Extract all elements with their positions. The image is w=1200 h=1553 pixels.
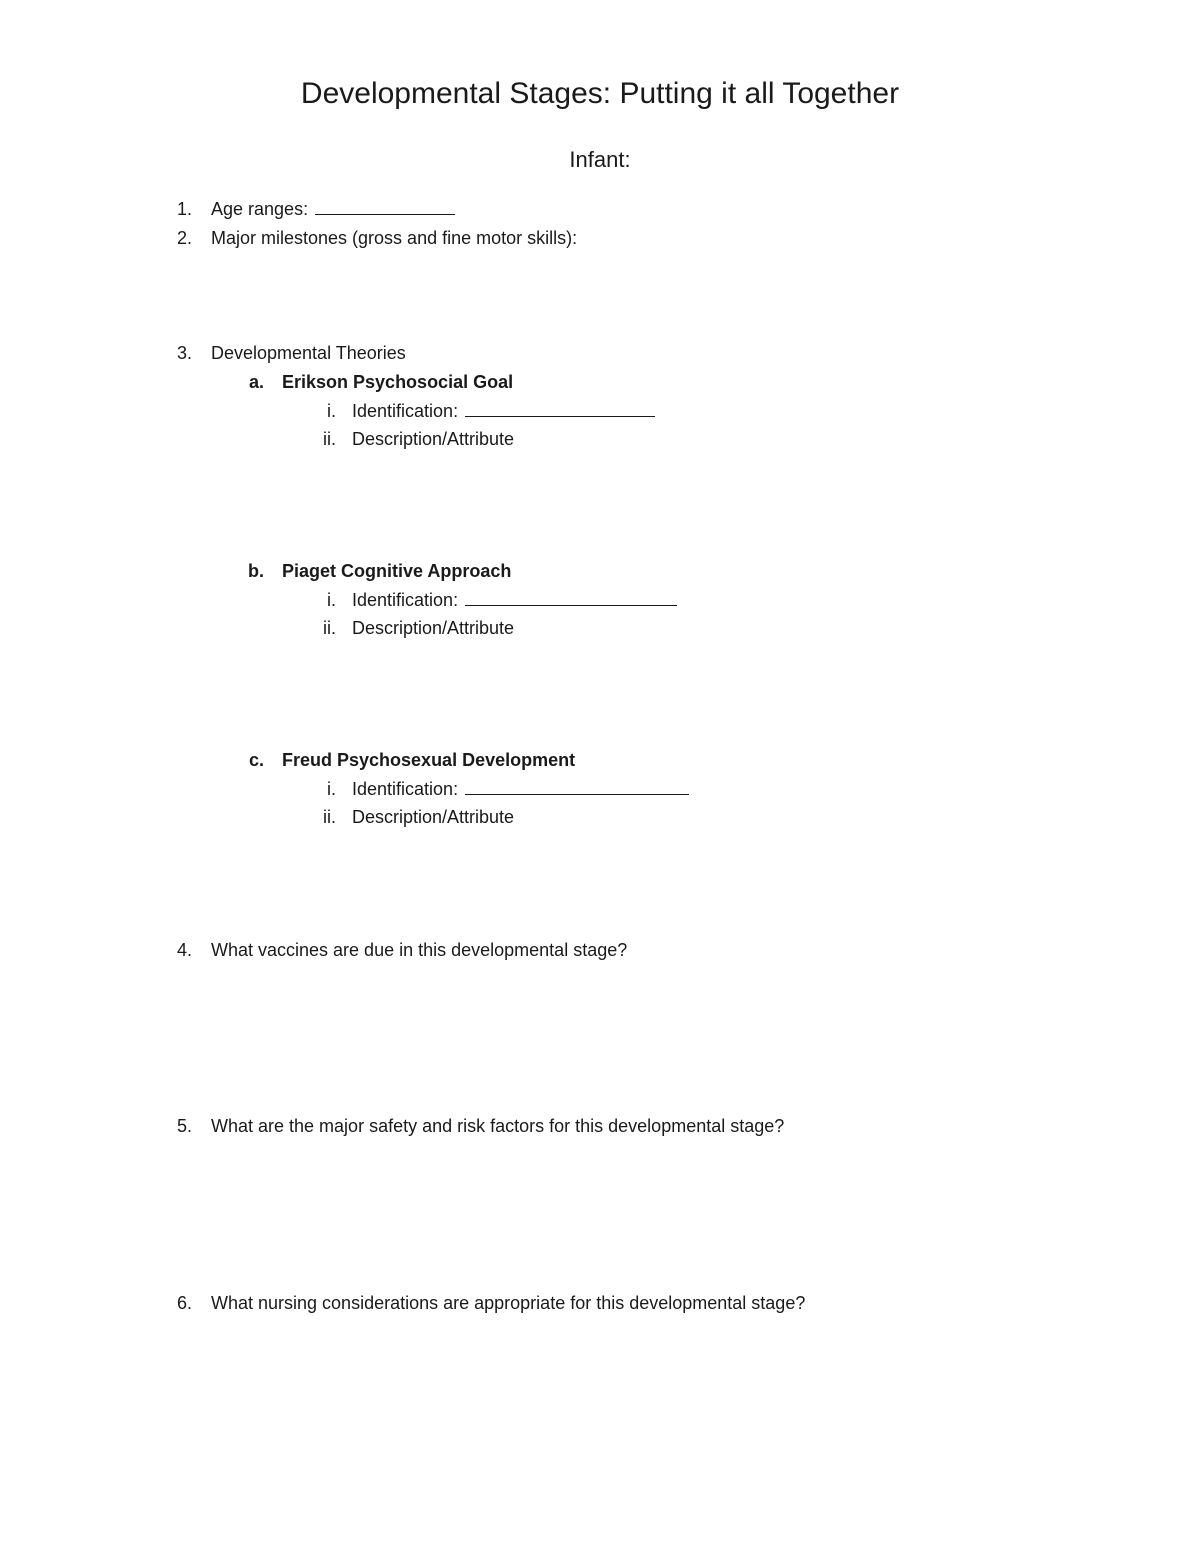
roman-numeral: i. — [327, 401, 336, 421]
list-text: What nursing considerations are appropriate for this developmental stage? — [211, 1293, 806, 1313]
theory-letter: a. — [248, 372, 264, 392]
list-number: 5. — [176, 1116, 192, 1136]
theory-name: Piaget Cognitive Approach — [282, 561, 512, 581]
theory-letter: b. — [248, 561, 264, 581]
theory-letter: c. — [248, 750, 264, 770]
section-subtitle: Infant: — [569, 147, 631, 172]
list-number: 3. — [176, 343, 192, 363]
list-text: Developmental Theories — [211, 343, 406, 363]
list-text — [211, 197, 455, 221]
description-label: Description/Attribute — [352, 618, 515, 638]
list-text: What are the major safety and risk factors for this developmental stage? — [211, 1116, 785, 1136]
theory-name: Freud Psychosexual Development — [282, 750, 576, 770]
identification-label: Identification: — [352, 401, 459, 421]
roman-numeral: i. — [327, 779, 336, 799]
identification-text — [352, 399, 655, 423]
erikson-identification-blank[interactable] — [465, 400, 655, 417]
age-ranges-label: Age ranges: — [211, 199, 309, 219]
theory-name: Erikson Psychosocial Goal — [282, 372, 514, 392]
freud-identification-blank[interactable] — [465, 778, 689, 795]
list-number: 6. — [176, 1293, 192, 1313]
list-number: 1. — [176, 199, 192, 219]
list-text: What vaccines are due in this developmental stage? — [211, 940, 628, 960]
roman-numeral: i. — [327, 590, 336, 610]
identification-label: Identification: — [352, 779, 459, 799]
description-label: Description/Attribute — [352, 807, 515, 827]
list-number: 4. — [176, 940, 192, 960]
piaget-identification-blank[interactable] — [465, 589, 677, 606]
roman-numeral: ii. — [323, 429, 336, 449]
list-text: Major milestones (gross and fine motor skills): — [211, 228, 578, 248]
identification-label: Identification: — [352, 590, 459, 610]
page-title: Developmental Stages: Putting it all Together — [300, 77, 900, 110]
age-ranges-blank[interactable] — [315, 198, 455, 215]
roman-numeral: ii. — [323, 807, 336, 827]
list-number: 2. — [176, 228, 192, 248]
identification-text — [352, 588, 677, 612]
description-label: Description/Attribute — [352, 429, 515, 449]
identification-text — [352, 777, 689, 801]
roman-numeral: ii. — [323, 618, 336, 638]
